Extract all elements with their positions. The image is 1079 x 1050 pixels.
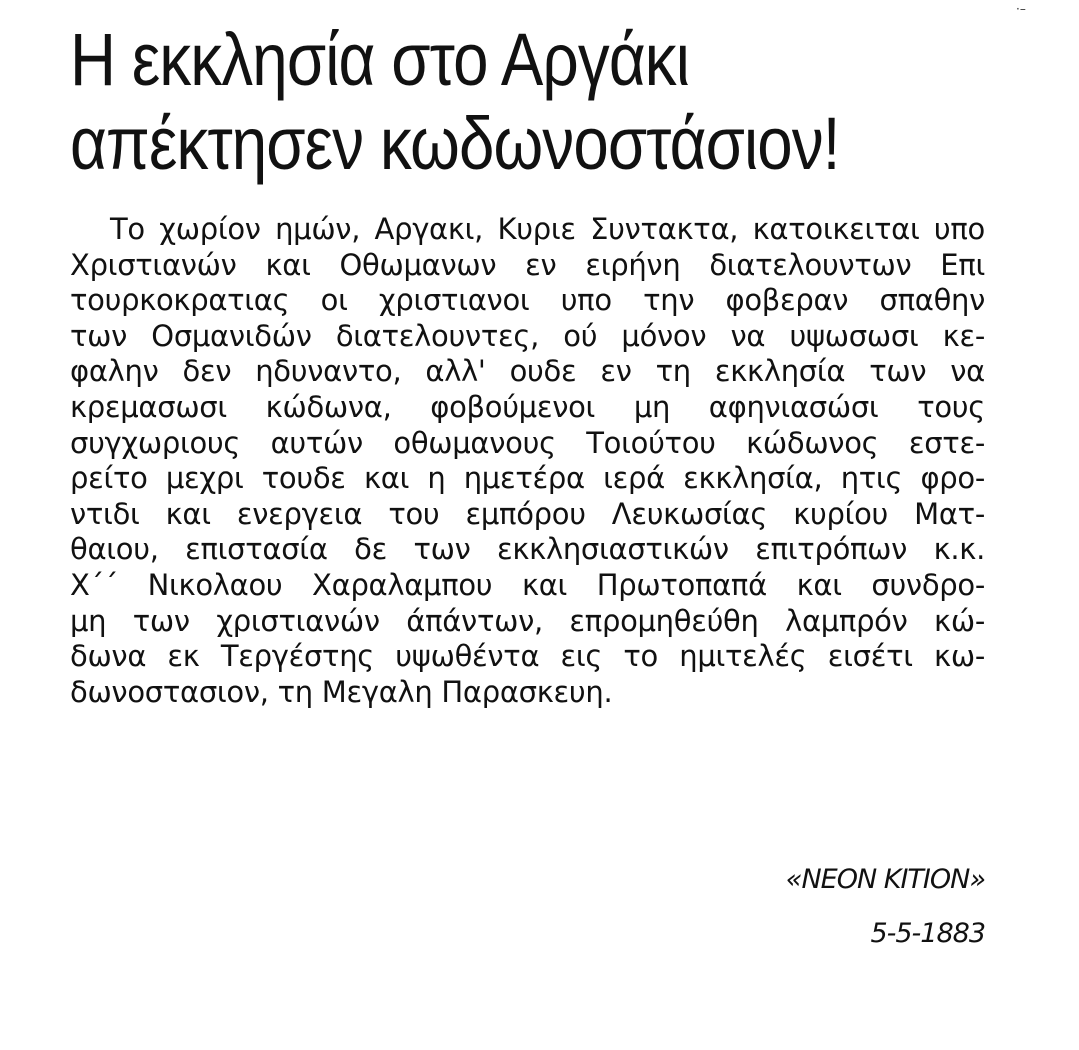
body-line-last: δωνοστασιον, τη Μεγαλη Παρασκευη. [70, 674, 613, 709]
body-line: των Οσμανιδών διατελουντες, ού μόνον να υψωσωσι κε- [70, 318, 985, 353]
body-line: ντιδι και ενεργεια του εμπόρου Λευκωσίας κυρίου Ματ- [70, 496, 985, 531]
source-date: 5-5-1883 [870, 918, 985, 949]
article-headline [70, 18, 982, 186]
article-body [70, 212, 985, 710]
body-line: Το χωρίον ημών, Αργακι, Κυριε Συντακτα, κατοικειται υπο [110, 212, 985, 246]
body-line: μη των χριστιανών άπάντων, επρομηθεύθη λαμπρόν κώ- [70, 603, 985, 638]
body-line: ρείτο μεχρι τουδε και η ημετέρα ιερά εκκλησία, ητις φρο- [70, 461, 985, 496]
body-line: τουρκοκρατιας οι χριστιανοι υπο την φοβεραν σπαθην [70, 283, 985, 318]
scan-artifact-mark: ·– [1016, 2, 1026, 16]
body-line: συγχωριους αυτών οθωμανους Τοιούτου κώδωνος εστε- [70, 425, 985, 460]
body-line: θαιου, επιστασία δε των εκκλησιαστικών επιτρόπων κ.κ. [70, 532, 985, 567]
body-line: δωνα εκ Τεργέστης υψωθέντα εις το ημιτελές εισέτι κω- [70, 639, 985, 674]
newspaper-clipping [70, 18, 985, 949]
source-newspaper: «ΝΕΟΝ ΚΙΤΙΟΝ» [785, 864, 985, 895]
body-line: κρεμασωσι κώδωνα, φοβούμενοι μη αφηνιασώσι τους [70, 389, 985, 424]
headline-line-2: απέκτησεν κωδωνοστάσιον! [70, 102, 840, 185]
article-source [786, 853, 985, 961]
body-line: Χριστιανών και Οθωμανων εν ειρήνη διατελουντων Επι [70, 247, 985, 282]
body-line: φαλην δεν ηδυναντο, αλλ' ουδε εν τη εκκλησία των να [70, 354, 985, 389]
headline-line-1: Η εκκλησία στο Αργάκι [70, 18, 689, 101]
body-line: Χ´´ Νικολαου Χαραλαμπου και Πρωτοπαπά και συνδρο- [70, 567, 985, 602]
